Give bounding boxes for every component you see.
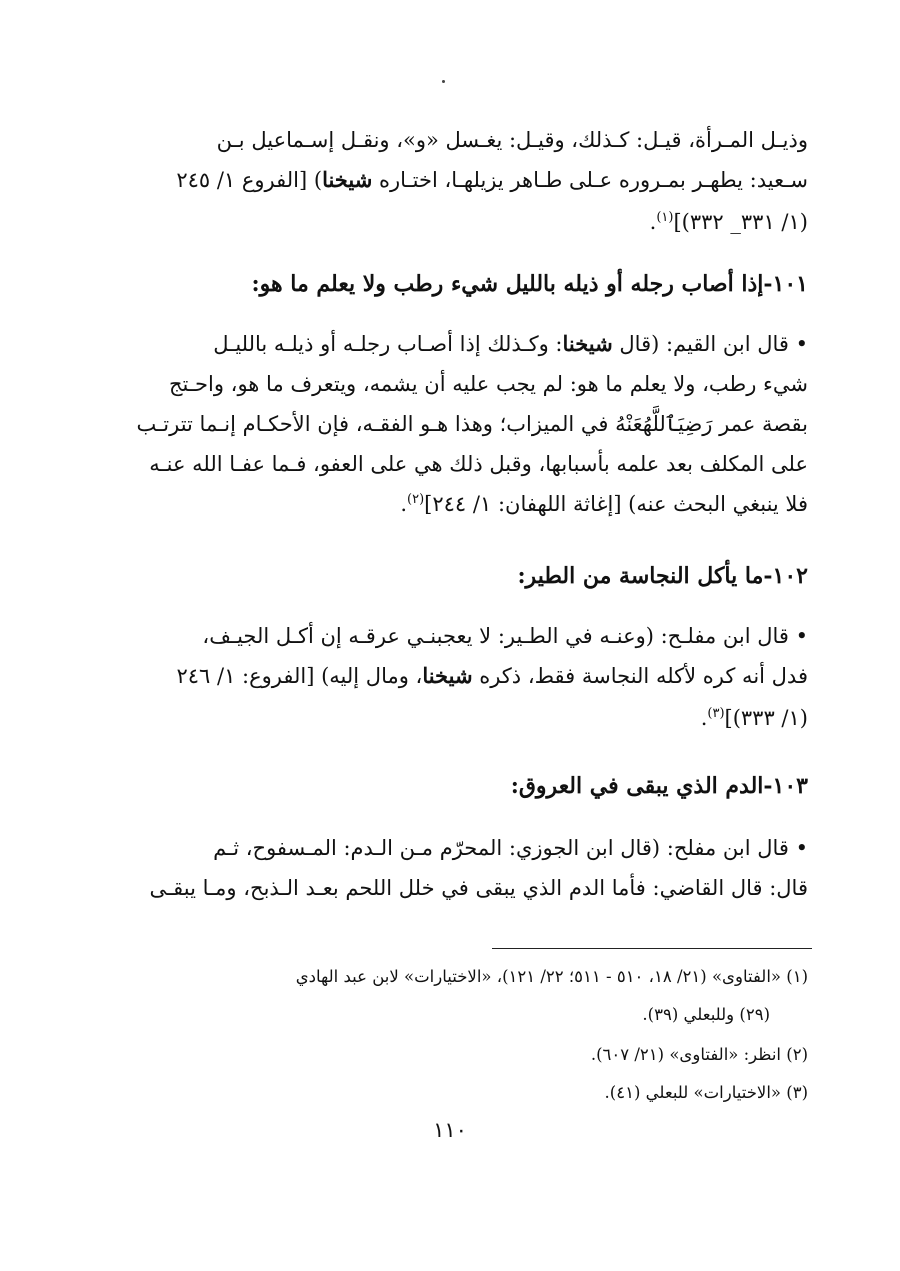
top-dot <box>442 80 445 83</box>
text-line: (١/ ٣٣٣)]$^{(٣)}$. <box>700 706 808 730</box>
text-line: قال: قال القاضي: فأما الدم الذي يبقى في خلل اللحم بعـد الـذبح، ومـا يبقـى <box>149 876 808 900</box>
section-heading: ١٠٣-الدم الذي يبقى في العروق: <box>510 773 808 799</box>
text-line: (١/ ٣٣١_ ٣٣٢)]$^{(١)}$. <box>649 210 808 234</box>
section-heading: ١٠٢-ما يأكل النجاسة من الطير: <box>517 563 808 589</box>
footnote-ref: (١) <box>656 210 674 225</box>
text-line: • قال ابن مفلح: (قال ابن الجوزي: المحرّم مـن الـدم: المـسفوح، ثـم <box>213 836 808 860</box>
footnote-ref: (٢) <box>407 492 425 507</box>
text-line: فلا ينبغي البحث عنه) [إغاثة اللهفان: ١/ ٢٤٤]$^{(٢)}$. <box>400 492 808 516</box>
footnote: (١) «الفتاوى» (٢١/ ١٨، ٥١٠ - ٥١١؛ ٢٢/ ١٢١)، «الاختيارات» لابن عبد الهادي <box>295 967 808 986</box>
text-line: • قال ابن مفلـح: (وعنـه في الطـير: لا يعجبنـي عرقـه إن أكـل الجيـف، <box>202 624 808 648</box>
text-line: بقصة عمر رَضِيَٱللَّهُعَنْهُ في الميزاب؛ وهذا هـو الفقـه، فإن الأحكـام إنـما تترتـب <box>136 412 808 436</box>
footnote: (٢) انظر: «الفتاوى» (٢١/ ٦٠٧). <box>590 1045 808 1064</box>
text-line: وذيـل المـرأة، قيـل: كـذلك، وقيـل: يغـسل «و»، ونقـل إسـماعيل بـن <box>216 128 808 152</box>
book-page <box>92 0 808 1271</box>
bold-term: شيخنا <box>422 663 473 688</box>
text-line: على المكلف بعد علمه بأسبابها، وقبل ذلك هي على العفو، فـما عفـا الله عنـه <box>149 452 808 476</box>
bold-term: شيخنا <box>562 331 613 356</box>
text-line: • قال ابن القيم: (قال شيخنا: وكـذلك إذا أصـاب رجلـه أو ذيلـه بالليـل <box>213 331 808 356</box>
section-heading: ١٠١-إذا أصاب رجله أو ذيله بالليل شيء رطب ولا يعلم ما هو: <box>251 271 808 297</box>
text-line: شيء رطب، ولا يعلم ما هو: لم يجب عليه أن يشمه، ويتعرف ما هو، واحـتج <box>169 372 808 396</box>
footnote-ref: (٣) <box>707 706 725 721</box>
footnote: (٢٩) وللبعلي (٣٩). <box>642 1005 770 1024</box>
bold-term: شيخنا <box>322 167 373 192</box>
text-line: فدل أنه كره لأكله النجاسة فقط، ذكره شيخنا، ومال إليه) [الفروع: ١/ ٢٤٦ <box>176 663 808 688</box>
footnote-divider <box>492 948 812 949</box>
page-number: ١١٠ <box>433 1118 467 1142</box>
footnote: (٣) «الاختيارات» للبعلي (٤١). <box>604 1083 808 1102</box>
text-line: سـعيد: يطهـر بمـروره عـلى طـاهر يزيلهـا، اختـاره شيخنا) [الفروع ١/ ٢٤٥ <box>176 167 808 192</box>
